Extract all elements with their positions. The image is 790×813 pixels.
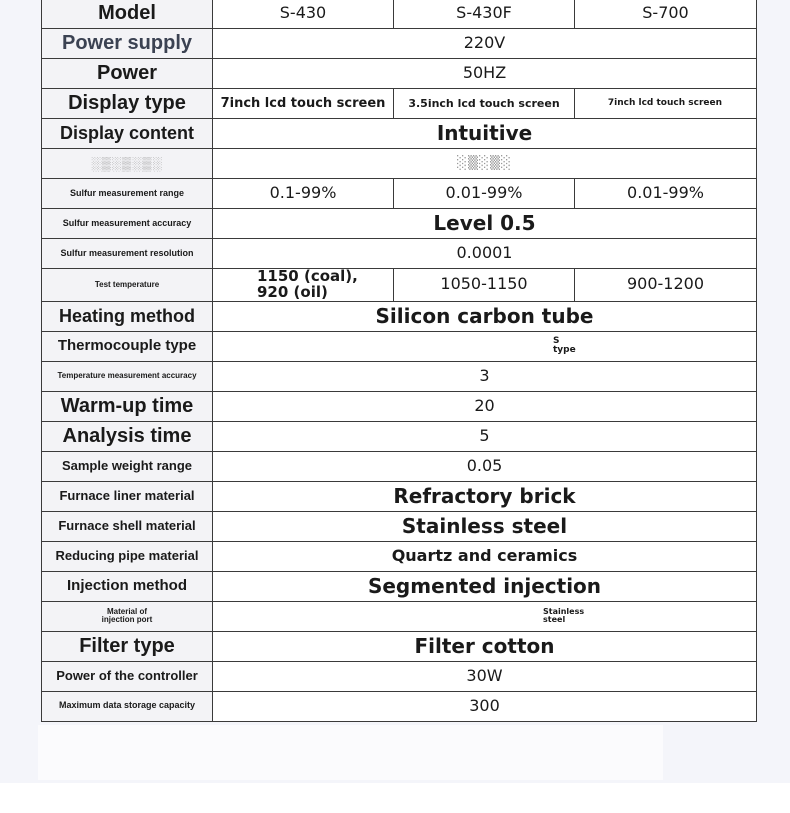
table-row bbox=[42, 541, 757, 571]
row-label-test-temperature: Test temperature bbox=[42, 269, 213, 302]
table-row bbox=[42, 451, 757, 481]
value-display-type-s700: 7inch lcd touch screen bbox=[575, 89, 757, 119]
value-display-type-s430: 7inch lcd touch screen bbox=[213, 89, 394, 119]
value-temp-accuracy: 3 bbox=[213, 361, 757, 391]
value-filter-type: Filter cotton bbox=[213, 631, 757, 661]
value-max-storage: 300 bbox=[213, 691, 757, 721]
row-label-max-storage: Maximum data storage capacity bbox=[42, 691, 213, 721]
table-row bbox=[42, 361, 757, 391]
value-power: 50HZ bbox=[213, 59, 757, 89]
smudged-text-icon: ░▒░▒░▒░ bbox=[91, 155, 163, 171]
row-label-filter-type: Filter type bbox=[42, 631, 213, 661]
value-obscured bbox=[213, 149, 757, 179]
row-label-injection-port: Material of injection port bbox=[42, 601, 213, 631]
row-label-obscured bbox=[42, 149, 213, 179]
value-sulfur-range-s430f: 0.01-99% bbox=[394, 179, 575, 209]
model-s430f: S-430F bbox=[394, 0, 575, 29]
value-warmup-time: 20 bbox=[213, 391, 757, 421]
row-label-reducing-pipe: Reducing pipe material bbox=[42, 541, 213, 571]
row-label-injection-method: Injection method bbox=[42, 571, 213, 601]
table-row bbox=[42, 391, 757, 421]
value-injection-port: Stainless steel bbox=[213, 601, 757, 631]
row-label-power-supply: Power supply bbox=[42, 29, 213, 59]
value-heating-method: Silicon carbon tube bbox=[213, 301, 757, 331]
value-sample-weight: 0.05 bbox=[213, 451, 757, 481]
table-row bbox=[42, 691, 757, 721]
table-row bbox=[42, 331, 757, 361]
value-liner-material: Refractory brick bbox=[213, 481, 757, 511]
value-injection-method: Segmented injection bbox=[213, 571, 757, 601]
row-label-liner-material: Furnace liner material bbox=[42, 481, 213, 511]
row-label-thermocouple-type: Thermocouple type bbox=[42, 331, 213, 361]
model-s430: S-430 bbox=[213, 0, 394, 29]
row-label-temp-accuracy: Temperature measurement accuracy bbox=[42, 361, 213, 391]
value-thermocouple-type: S type bbox=[213, 331, 757, 361]
row-label-display-type: Display type bbox=[42, 89, 213, 119]
table-row bbox=[42, 301, 757, 331]
value-analysis-time: 5 bbox=[213, 421, 757, 451]
value-shell-material: Stainless steel bbox=[213, 511, 757, 541]
value-test-temp-s700: 900-1200 bbox=[575, 269, 757, 302]
table-row bbox=[42, 119, 757, 149]
value-display-content: Intuitive bbox=[213, 119, 757, 149]
spec-table bbox=[41, 0, 757, 722]
table-row bbox=[42, 421, 757, 451]
row-label-controller-power: Power of the controller bbox=[42, 661, 213, 691]
row-label-power: Power bbox=[42, 59, 213, 89]
row-label-warmup-time: Warm-up time bbox=[42, 391, 213, 421]
value-sulfur-accuracy: Level 0.5 bbox=[213, 209, 757, 239]
table-row bbox=[42, 661, 757, 691]
table-row bbox=[42, 0, 757, 29]
table-row bbox=[42, 29, 757, 59]
row-label-sample-weight: Sample weight range bbox=[42, 451, 213, 481]
row-label-shell-material: Furnace shell material bbox=[42, 511, 213, 541]
row-label-heating-method: Heating method bbox=[42, 301, 213, 331]
value-display-type-s430f: 3.5inch lcd touch screen bbox=[394, 89, 575, 119]
table-row bbox=[42, 89, 757, 119]
background-panel-lower bbox=[38, 725, 663, 780]
value-test-temp-s430: 1150 (coal), 920 (oil) bbox=[213, 269, 394, 302]
table-row bbox=[42, 209, 757, 239]
value-sulfur-range-s700: 0.01-99% bbox=[575, 179, 757, 209]
table-row bbox=[42, 149, 757, 179]
value-reducing-pipe: Quartz and ceramics bbox=[213, 541, 757, 571]
table-row bbox=[42, 269, 757, 302]
row-label-display-content: Display content bbox=[42, 119, 213, 149]
table-row bbox=[42, 601, 757, 631]
row-label-sulfur-accuracy: Sulfur measurement accuracy bbox=[42, 209, 213, 239]
table-row bbox=[42, 631, 757, 661]
row-label-sulfur-range: Sulfur measurement range bbox=[42, 179, 213, 209]
table-row bbox=[42, 239, 757, 269]
value-controller-power: 30W bbox=[213, 661, 757, 691]
row-label-analysis-time: Analysis time bbox=[42, 421, 213, 451]
value-test-temp-s430f: 1050-1150 bbox=[394, 269, 575, 302]
model-s700: S-700 bbox=[575, 0, 757, 29]
table-row bbox=[42, 571, 757, 601]
value-power-supply: 220V bbox=[213, 29, 757, 59]
table-row bbox=[42, 511, 757, 541]
value-sulfur-resolution: 0.0001 bbox=[213, 239, 757, 269]
table-row bbox=[42, 179, 757, 209]
row-label-sulfur-resolution: Sulfur measurement resolution bbox=[42, 239, 213, 269]
table-row bbox=[42, 481, 757, 511]
value-sulfur-range-s430: 0.1-99% bbox=[213, 179, 394, 209]
table-row bbox=[42, 59, 757, 89]
row-label-model: Model bbox=[42, 0, 213, 29]
smudged-text-icon: ░▒░▒░ bbox=[457, 155, 512, 171]
